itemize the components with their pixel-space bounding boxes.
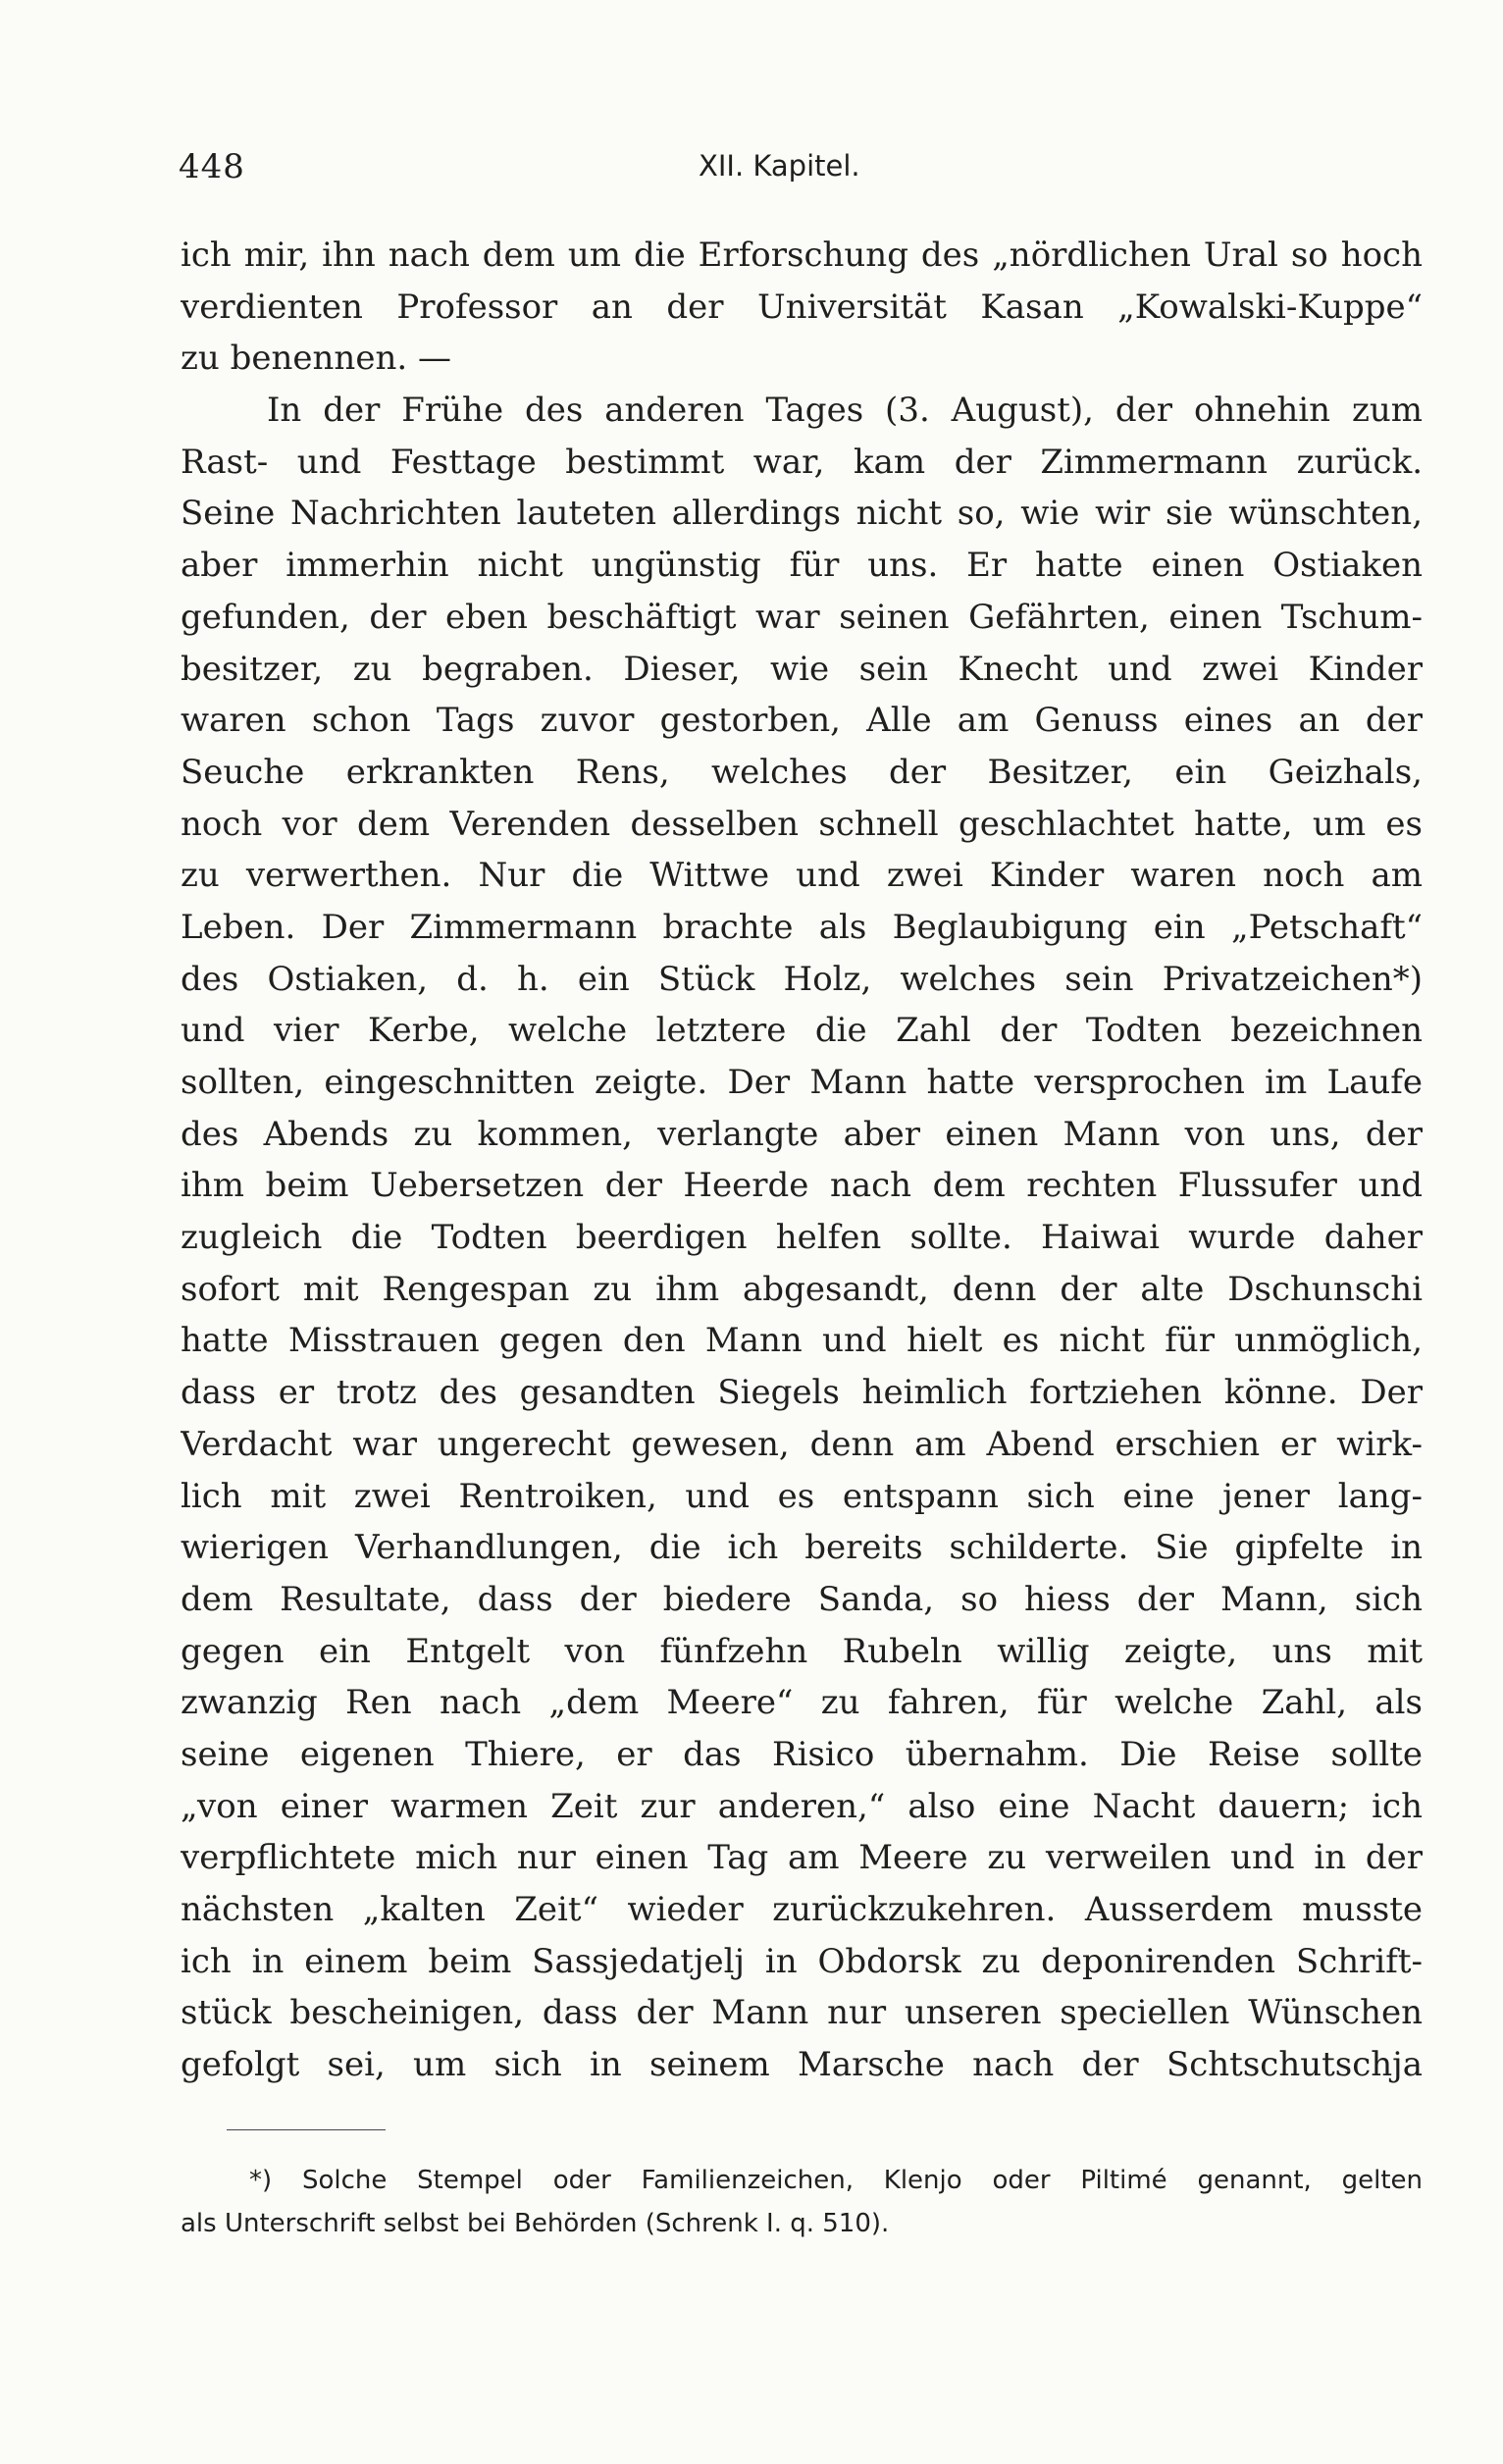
text-line: Seine Nachrichten lauteten allerdings nicht so, wie wir sie wünschten, <box>181 494 1423 534</box>
text-line: ich mir, ihn nach dem um die Erforschung des „nördlichen Ural so hoch <box>181 236 1423 275</box>
text-line: verpflichtete mich nur einen Tag am Meere zu verweilen und in der <box>181 1838 1423 1878</box>
text-line: hatte Misstrauen gegen den Mann und hielt es nicht für unmöglich, <box>181 1321 1423 1361</box>
text-line: Leben. Der Zimmermann brachte als Beglaubigung ein „Petschaft“ <box>181 907 1423 947</box>
page-number: 448 <box>179 147 245 186</box>
text-line: zwanzig Ren nach „dem Meere“ zu fahren, für welche Zahl, als <box>181 1683 1423 1723</box>
text-line: stück bescheinigen, dass der Mann nur unseren speciellen Wünschen <box>181 1993 1423 2033</box>
text-line: Verdacht war ungerecht gewesen, denn am Abend erschien er wirk- <box>181 1424 1423 1464</box>
chapter-heading: XII. Kapitel. <box>699 149 860 183</box>
text-line: besitzer, zu begraben. Dieser, wie sein Knecht und zwei Kinder <box>181 649 1423 689</box>
text-line: zu verwerthen. Nur die Wittwe und zwei Kinder waren noch am <box>181 856 1423 896</box>
text-line: nächsten „kalten Zeit“ wieder zurückzukehren. Ausserdem musste <box>181 1890 1423 1929</box>
text-line: aber immerhin nicht ungünstig für uns. Er hatte einen Ostiaken <box>181 546 1423 586</box>
text-line: des Abends zu kommen, verlangte aber einen Mann von uns, der <box>181 1114 1423 1154</box>
text-line: ich in einem beim Sassjedatjelj in Obdorsk zu deponirenden Schrift- <box>181 1941 1423 1981</box>
text-line: verdienten Professor an der Universität Kasan „Kowalski-Kuppe“ <box>181 287 1423 327</box>
text-line: wierigen Verhandlungen, die ich bereits schilderte. Sie gipfelte in <box>181 1528 1423 1568</box>
text-line: sollten, eingeschnitten zeigte. Der Mann hatte versprochen im Laufe <box>181 1063 1423 1102</box>
text-line: des Ostiaken, d. h. ein Stück Holz, welches sein Privatzeichen*) <box>181 959 1423 999</box>
body-text <box>181 230 1423 2091</box>
footnote <box>181 2159 1423 2245</box>
text-line: gefolgt sei, um sich in seinem Marsche nach der Schtschutschja <box>181 2045 1423 2085</box>
text-line: ihm beim Uebersetzen der Heerde nach dem rechten Flussufer und <box>181 1166 1423 1206</box>
text-line: dass er trotz des gesandten Siegels heimlich fortziehen könne. Der <box>181 1373 1423 1413</box>
text-line: lich mit zwei Rentroiken, und es entspann sich eine jener lang- <box>181 1476 1423 1516</box>
text-line: Rast- und Festtage bestimmt war, kam der Zimmermann zurück. <box>181 442 1423 482</box>
text-line: „von einer warmen Zeit zur anderen,“ also eine Nacht dauern; ich <box>181 1786 1423 1826</box>
footnote-line: als Unterschrift selbst bei Behörden (Schrenk I. q. 510). <box>181 2209 890 2238</box>
text-line: gefunden, der eben beschäftigt war seinen Gefährten, einen Tschum- <box>181 597 1423 637</box>
text-line: zugleich die Todten beerdigen helfen sollte. Haiwai wurde daher <box>181 1218 1423 1258</box>
footnote-divider <box>227 2129 386 2130</box>
text-line: und vier Kerbe, welche letztere die Zahl der Todten bezeichnen <box>181 1011 1423 1051</box>
text-line: noch vor dem Verenden desselben schnell geschlachtet hatte, um es <box>181 804 1423 844</box>
text-line: gegen ein Entgelt von fünfzehn Rubeln willig zeigte, uns mit <box>181 1631 1423 1671</box>
text-line: sofort mit Rengespan zu ihm abgesandt, denn der alte Dschunschi <box>181 1269 1423 1309</box>
text-line: waren schon Tags zuvor gestorben, Alle am Genuss eines an der <box>181 701 1423 741</box>
text-line: zu benennen. — <box>181 339 451 379</box>
text-line: Seuche erkrankten Rens, welches der Besitzer, ein Geizhals, <box>181 752 1423 792</box>
footnote-line: *) Solche Stempel oder Familienzeichen, Klenjo oder Piltimé genannt, gelten <box>249 2166 1423 2195</box>
text-line: dem Resultate, dass der biedere Sanda, so hiess der Mann, sich <box>181 1579 1423 1619</box>
page-header <box>179 147 1425 196</box>
text-line: seine eigenen Thiere, er das Risico übernahm. Die Reise sollte <box>181 1734 1423 1774</box>
text-line: In der Frühe des anderen Tages (3. August), der ohnehin zum <box>267 391 1423 431</box>
